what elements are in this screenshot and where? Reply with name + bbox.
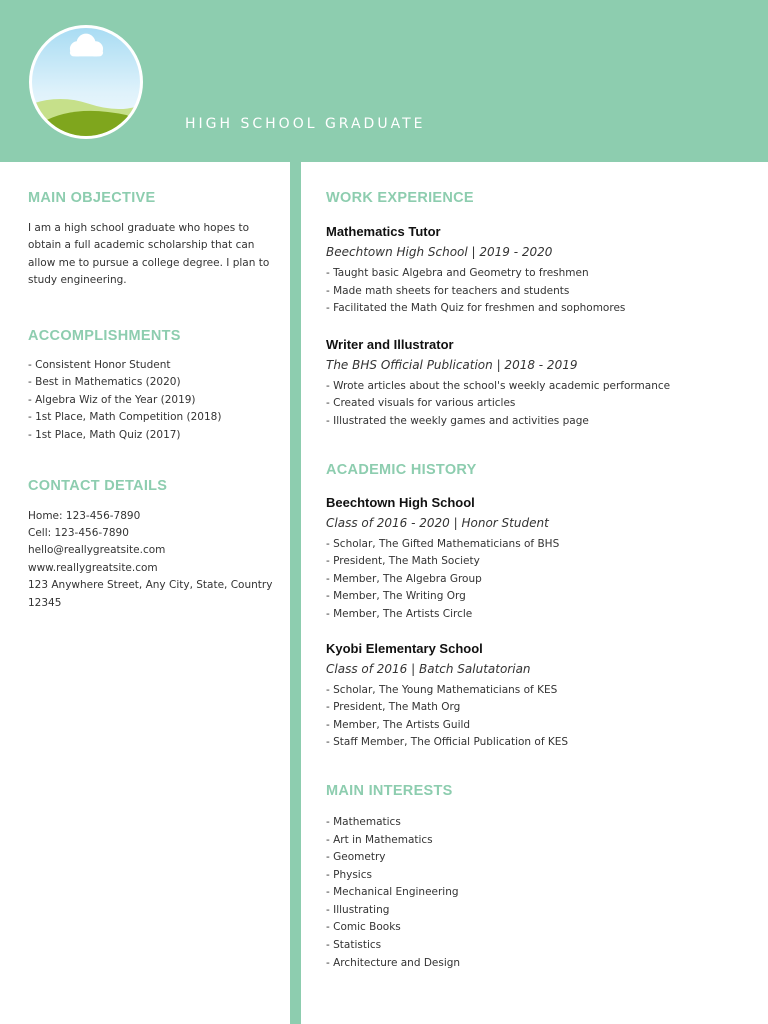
job-entry bbox=[326, 224, 746, 318]
school-entry bbox=[326, 641, 746, 752]
list-item: - Art in Mathematics bbox=[326, 833, 433, 846]
list-item: - 1st Place, Math Quiz (2017) bbox=[28, 429, 181, 441]
list-item: - Scholar, The Young Mathematicians of KES bbox=[326, 683, 558, 696]
list-item: - President, The Math Org bbox=[326, 701, 461, 714]
job-duties bbox=[326, 378, 746, 431]
list-item: - Member, The Artists Guild bbox=[326, 718, 471, 731]
list-item: - Member, The Writing Org bbox=[326, 590, 466, 603]
right-column bbox=[326, 190, 746, 972]
work-heading: WORK EXPERIENCE bbox=[326, 190, 474, 206]
list-item: - Architecture and Design bbox=[326, 956, 461, 969]
job-duties bbox=[326, 265, 746, 318]
school-name: Beechtown High School bbox=[326, 494, 475, 510]
contact-details bbox=[28, 508, 273, 612]
left-column bbox=[28, 190, 273, 612]
school-activities bbox=[326, 682, 746, 752]
list-item: - Geometry bbox=[326, 851, 386, 864]
accomplishments-list bbox=[28, 357, 273, 445]
list-item: - Staff Member, The Official Publication of KES bbox=[326, 736, 569, 749]
school-subtitle: Class of 2016 - 2020 | Honor Student bbox=[326, 515, 549, 530]
job-subtitle: Beechtown High School | 2019 - 2020 bbox=[326, 245, 553, 259]
avatar bbox=[29, 25, 143, 139]
list-item: - Consistent Honor Student bbox=[28, 358, 171, 371]
job-title: Mathematics Tutor bbox=[326, 224, 441, 239]
school-subtitle: Class of 2016 | Batch Salutatorian bbox=[326, 661, 531, 676]
list-item: - Illustrating bbox=[326, 903, 390, 916]
website-link[interactable]: www.reallygreatsite.com bbox=[28, 561, 158, 574]
list-item: - President, The Math Society bbox=[326, 555, 480, 568]
list-item: - Comic Books bbox=[326, 921, 401, 934]
landscape-icon bbox=[32, 28, 140, 136]
address: 123 Anywhere Street, Any City, State, Country 12345 bbox=[28, 579, 273, 609]
school-name: Kyobi Elementary School bbox=[326, 640, 483, 656]
list-item: - Wrote articles about the school's weekly academic performance bbox=[326, 379, 671, 392]
job-subtitle: The BHS Official Publication | 2018 - 2019 bbox=[326, 357, 578, 372]
page-title: HIGH SCHOOL GRADUATE bbox=[185, 116, 426, 132]
list-item: - Facilitated the Math Quiz for freshmen and sophomores bbox=[326, 302, 626, 315]
job-entry bbox=[326, 337, 746, 431]
list-item: - Statistics bbox=[326, 939, 382, 952]
list-item: - Illustrated the weekly games and activities page bbox=[326, 414, 589, 427]
list-item: - Physics bbox=[326, 868, 372, 881]
interests-heading: MAIN INTERESTS bbox=[326, 782, 453, 799]
list-item: - 1st Place, Math Competition (2018) bbox=[28, 411, 222, 424]
list-item: - Best in Mathematics (2020) bbox=[28, 376, 181, 389]
header-banner bbox=[0, 0, 768, 162]
interests-list bbox=[326, 814, 746, 972]
objective-text: I am a high school graduate who hopes to obtain a full academic scholarship that can allow me to pursue a college degree. I plan to study engineering. bbox=[28, 222, 270, 287]
contact-heading: CONTACT DETAILS bbox=[28, 477, 168, 494]
column-divider bbox=[290, 162, 301, 1024]
school-entry bbox=[326, 495, 746, 624]
list-item: - Created visuals for various articles bbox=[326, 397, 516, 410]
academic-heading: ACADEMIC HISTORY bbox=[326, 461, 477, 478]
accomplishments-heading: ACCOMPLISHMENTS bbox=[28, 327, 181, 344]
list-item: - Made math sheets for teachers and students bbox=[326, 284, 570, 297]
list-item: - Algebra Wiz of the Year (2019) bbox=[28, 393, 196, 406]
job-title: Writer and Illustrator bbox=[326, 336, 454, 352]
list-item: - Member, The Artists Circle bbox=[326, 607, 473, 620]
list-item: - Mechanical Engineering bbox=[326, 886, 459, 899]
phone-cell: Cell: 123-456-7890 bbox=[28, 527, 129, 539]
list-item: - Taught basic Algebra and Geometry to freshmen bbox=[326, 267, 589, 279]
phone-home: Home: 123-456-7890 bbox=[28, 509, 141, 522]
list-item: - Scholar, The Gifted Mathematicians of BHS bbox=[326, 537, 560, 550]
school-activities bbox=[326, 536, 746, 624]
list-item: - Mathematics bbox=[326, 815, 401, 828]
list-item: - Member, The Algebra Group bbox=[326, 572, 482, 585]
objective-heading: MAIN OBJECTIVE bbox=[28, 190, 156, 206]
email-link[interactable]: hello@reallygreatsite.com bbox=[28, 544, 166, 557]
